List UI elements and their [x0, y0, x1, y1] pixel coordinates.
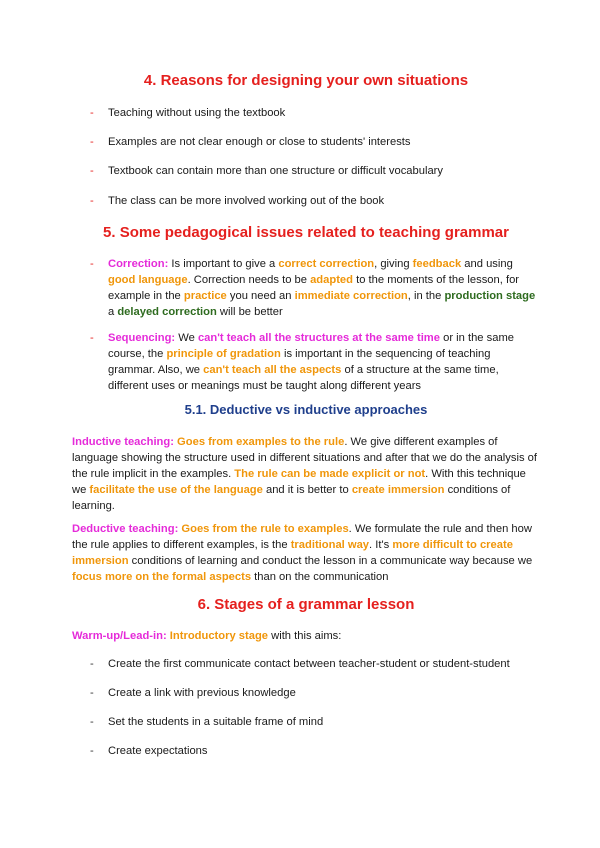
- text-run: . With this technique we: [72, 468, 526, 496]
- highlight: focus more on the formal aspects: [72, 571, 252, 583]
- highlight: Introductory stage: [166, 630, 269, 642]
- inductive-paragraph: [72, 434, 540, 514]
- highlight: feedback: [412, 258, 462, 270]
- list-item: [72, 656, 540, 672]
- bullet-dash: -: [90, 745, 94, 757]
- highlight: adapted: [310, 274, 353, 286]
- bullet-dash: -: [90, 136, 94, 148]
- text-run: We: [175, 332, 198, 344]
- list-item: [72, 743, 540, 759]
- highlight-green: production stage: [444, 290, 536, 302]
- list-item-text: Create the first communicate contact between teacher-student or student-student: [108, 658, 510, 670]
- text-run: of a structure at the same time, different uses or meanings must be taught along different years: [108, 364, 499, 392]
- text-run: . We give different examples of language showing the structure used in different situations and after that we do the analysis of the rule implicit in the examples.: [72, 436, 537, 480]
- section-5-heading: 5. Some pedagogical issues related to teaching grammar: [103, 224, 509, 241]
- text-run: conditions of learning and conduct the lesson in a communicate way because we: [128, 555, 533, 567]
- section-6-heading: 6. Stages of a grammar lesson: [197, 596, 415, 613]
- text-run: with this aims:: [268, 630, 342, 642]
- list-item: [72, 163, 540, 179]
- sequencing-label: Sequencing:: [108, 332, 176, 344]
- text-run: Is important to give a: [168, 258, 279, 270]
- highlight: immediate correction: [294, 290, 408, 302]
- list-item-text: Create expectations: [108, 745, 208, 757]
- highlight: more difficult to create immersion: [72, 539, 513, 567]
- sequencing-item: [72, 330, 540, 394]
- highlight: facilitate the use of the language: [89, 484, 263, 496]
- list-item: [72, 105, 540, 121]
- list-item-text: Textbook can contain more than one structure or difficult vocabulary: [108, 165, 443, 177]
- text-run: and it is better to: [262, 484, 352, 496]
- bullet-dash: -: [90, 165, 94, 177]
- text-run: . We formulate the rule and then how the rule applies to different examples, is the: [72, 523, 532, 551]
- list-item-text: Teaching without using the textbook: [108, 107, 286, 119]
- text-run: . It's: [369, 539, 393, 551]
- bullet-dash: -: [90, 332, 94, 344]
- highlight: The rule can be made explicit or not: [234, 468, 426, 480]
- text-run: and using: [461, 258, 513, 270]
- highlight: can't teach all the structures at the same time: [197, 332, 440, 344]
- list-item: [72, 193, 540, 209]
- bullet-dash: -: [90, 195, 94, 207]
- highlight: correct correction: [278, 258, 375, 270]
- list-item: [72, 714, 540, 730]
- text-run: to the moments of the lesson, for example in the: [108, 274, 520, 302]
- highlight: Goes from the rule to examples: [178, 523, 349, 535]
- highlight: good language: [108, 274, 188, 286]
- text-run: conditions of learning.: [72, 484, 511, 512]
- text-run: a: [108, 306, 118, 318]
- highlight: can't teach all the aspects: [203, 364, 342, 376]
- highlight: traditional way: [290, 539, 370, 551]
- text-run: you need an: [226, 290, 295, 302]
- bullet-dash: -: [90, 687, 94, 699]
- text-run: will be better: [216, 306, 283, 318]
- text-run: is important in the sequencing of teaching grammar. Also, we: [108, 348, 491, 376]
- list-item-text: The class can be more involved working out of the book: [108, 195, 385, 207]
- highlight: principle of gradation: [166, 348, 281, 360]
- text-run: , giving: [374, 258, 413, 270]
- deductive-paragraph: [72, 521, 540, 585]
- list-item-text: Set the students in a suitable frame of mind: [108, 716, 324, 728]
- inductive-label: Inductive teaching:: [72, 436, 174, 448]
- correction-item: [72, 256, 540, 320]
- warmup-paragraph: [72, 628, 540, 644]
- list-item: [72, 685, 540, 701]
- section-5-1-heading: 5.1. Deductive vs inductive approaches: [184, 402, 428, 417]
- bullet-dash: -: [90, 658, 94, 670]
- text-run: than on the communication: [251, 571, 389, 583]
- text-run: . Correction needs to be: [187, 274, 311, 286]
- bullet-dash: -: [90, 716, 94, 728]
- deductive-label: Deductive teaching:: [72, 523, 179, 535]
- highlight-green: delayed correction: [117, 306, 217, 318]
- correction-label: Correction:: [108, 258, 169, 270]
- bullet-dash: -: [90, 258, 94, 270]
- highlight: Goes from examples to the rule: [173, 436, 345, 448]
- highlight: create immersion: [351, 484, 445, 496]
- text-run: or in the same course, the: [108, 332, 514, 360]
- highlight: practice: [183, 290, 227, 302]
- list-item-text: Examples are not clear enough or close to students' interests: [108, 136, 411, 148]
- section-4-heading: 4. Reasons for designing your own situations: [143, 72, 469, 89]
- warmup-label: Warm-up/Lead-in:: [72, 630, 167, 642]
- list-item: [72, 134, 540, 150]
- text-run: , in the: [407, 290, 445, 302]
- bullet-dash: -: [90, 107, 94, 119]
- list-item-text: Create a link with previous knowledge: [108, 687, 296, 699]
